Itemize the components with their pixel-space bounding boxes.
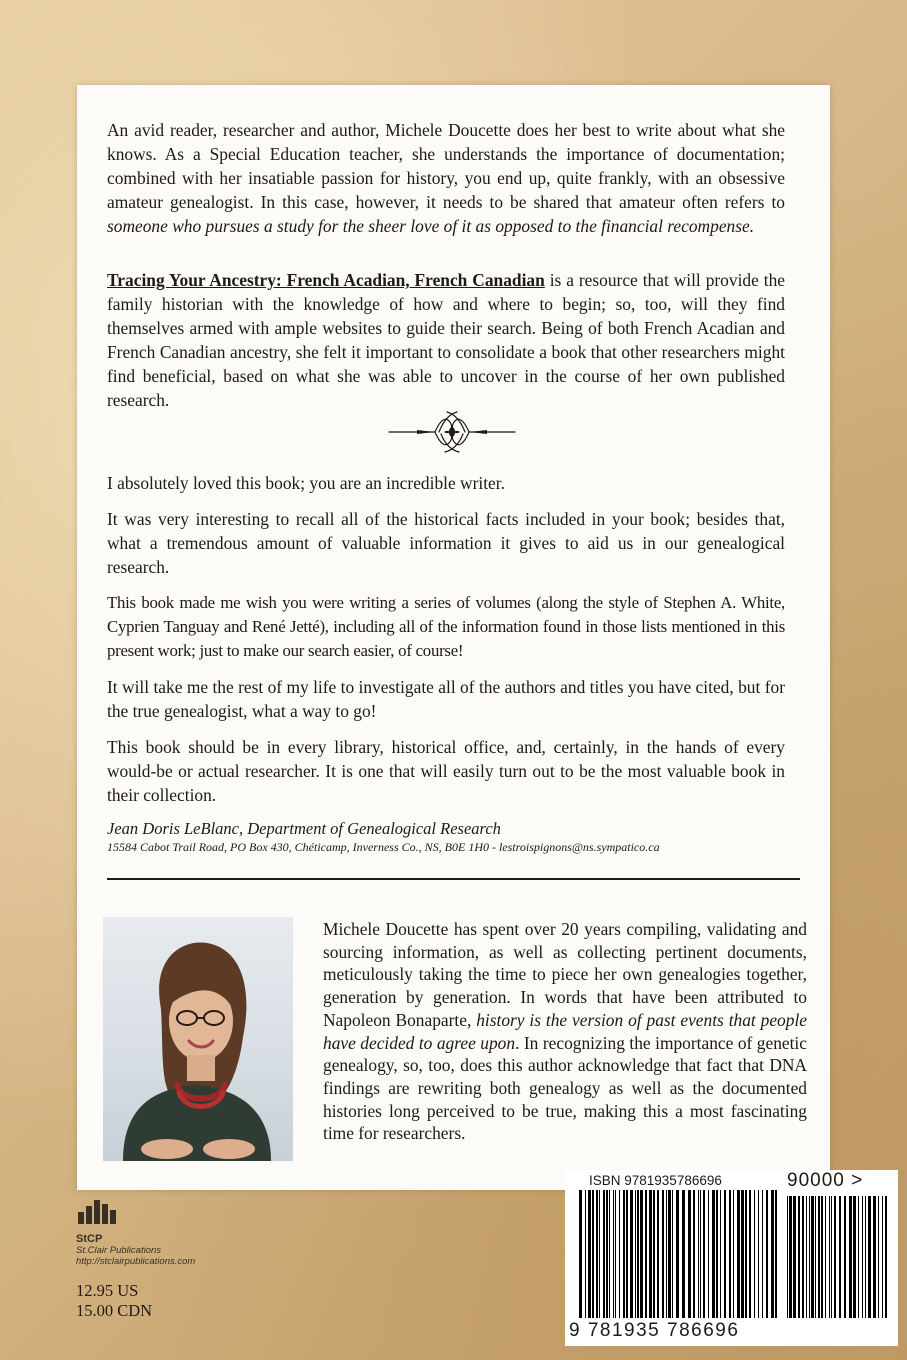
price-code: 90000 > bbox=[787, 1170, 864, 1191]
publisher-url: http://stclairpublications.com bbox=[76, 1256, 196, 1267]
ean-barcode-bars-icon bbox=[579, 1190, 779, 1320]
author-intro-paragraph: An avid reader, researcher and author, Michele Doucette does her best to write about what she knows. As a Special Education teacher, she understands the importance of documentation; combined with her insatiable passion for history, you end up, quite frankly, with an obsessive amateur genealogist. In this case, however, it needs to be shared that amateur often refers to someone who pursues a study for the sheer love of it as opposed to the financial recompense. bbox=[107, 120, 785, 236]
author-bio-paragraph: Michele Doucette has spent over 20 years compiling, validating and sourcing information, as well as collecting pertinent documents, meticulously taking the time to piece her own genealogies together, generation by generation. In words that have been attributed to Napoleon Bonaparte, history is the version of past events that people have decided to agree upon. In recognizing the importance of genetic genealogy, so, too, does this author acknowledge that fact that DNA findings are rewriting both genealogy as well as the documented histories long perceived to be true, making this a most fascinating time for researchers. bbox=[323, 919, 807, 1144]
section-divider bbox=[107, 878, 800, 880]
review-paragraph-4: It will take me the rest of my life to investigate all of the authors and titles you have cited, but for the true genealogist, what a way to go! bbox=[107, 677, 785, 721]
back-cover-panel bbox=[77, 85, 830, 1190]
isbn-barcode bbox=[565, 1170, 898, 1346]
book-description-paragraph: Tracing Your Ancestry: French Acadian, French Canadian is a resource that will provide the family historian with the knowledge of how and where to begin; so, too, will they find themselves armed with ample websites to guide their search. Being of both French Acadian and French Canadian ancestry, she felt it important to consolidate a book that other researchers might find beneficial, based on what she was able to uncover in the course of her own published research. bbox=[107, 270, 785, 410]
author-bio bbox=[323, 918, 807, 1145]
stcp-logo-icon bbox=[76, 1198, 120, 1232]
isbn-label: ISBN 9781935786696 bbox=[589, 1173, 722, 1188]
review-paragraph-2: It was very interesting to recall all of the historical facts included in your book; besides that, what a tremendous amount of valuable information it gives to aid us in our genealogical research. bbox=[107, 509, 785, 577]
author-intro bbox=[107, 118, 785, 238]
review-quote bbox=[107, 471, 785, 855]
publisher-logo-text: StCP bbox=[76, 1233, 103, 1245]
book-title: Tracing Your Ancestry: French Acadian, French Canadian bbox=[107, 270, 545, 290]
author-portrait-icon bbox=[103, 917, 293, 1161]
book-description bbox=[107, 268, 785, 412]
ornament-divider-icon bbox=[387, 410, 517, 454]
price-us: 12.95 US bbox=[76, 1281, 139, 1300]
publisher-name: St.Clair Publications bbox=[76, 1245, 162, 1256]
bonaparte-quote: history is the version of past events that people have decided to agree upon bbox=[323, 1009, 807, 1053]
author-photo bbox=[103, 917, 293, 1161]
barcode-digits: 9 781935 786696 bbox=[569, 1320, 740, 1341]
reviewer-address: 15584 Cabot Trail Road, PO Box 430, Chéticamp, Inverness Co., NS, B0E 1H0 - lestroispignons@ns.sympatico.ca bbox=[107, 840, 660, 854]
reviewer-name: Jean Doris LeBlanc, Department of Genealogical Research bbox=[107, 819, 501, 838]
review-paragraph-1: I absolutely loved this book; you are an incredible writer. bbox=[107, 473, 505, 493]
publisher-block bbox=[76, 1198, 276, 1321]
amateur-definition: someone who pursues a study for the sheer love of it as opposed to the financial recompense. bbox=[107, 216, 755, 236]
review-paragraph-5: This book should be in every library, historical office, and, certainly, in the hands of every would-be or actual researcher. It is one that will easily turn out to be the most valuable book in their collection. bbox=[107, 737, 785, 805]
review-paragraph-3: This book made me wish you were writing a series of volumes (along the style of Stephen A. White, Cyprien Tanguay and René Jetté), including all of the information found in those lists mentioned in this present work; just to make our search easier, of course! bbox=[107, 593, 785, 660]
price-barcode-bars-icon bbox=[787, 1196, 891, 1320]
price-cdn: 15.00 CDN bbox=[76, 1301, 153, 1320]
